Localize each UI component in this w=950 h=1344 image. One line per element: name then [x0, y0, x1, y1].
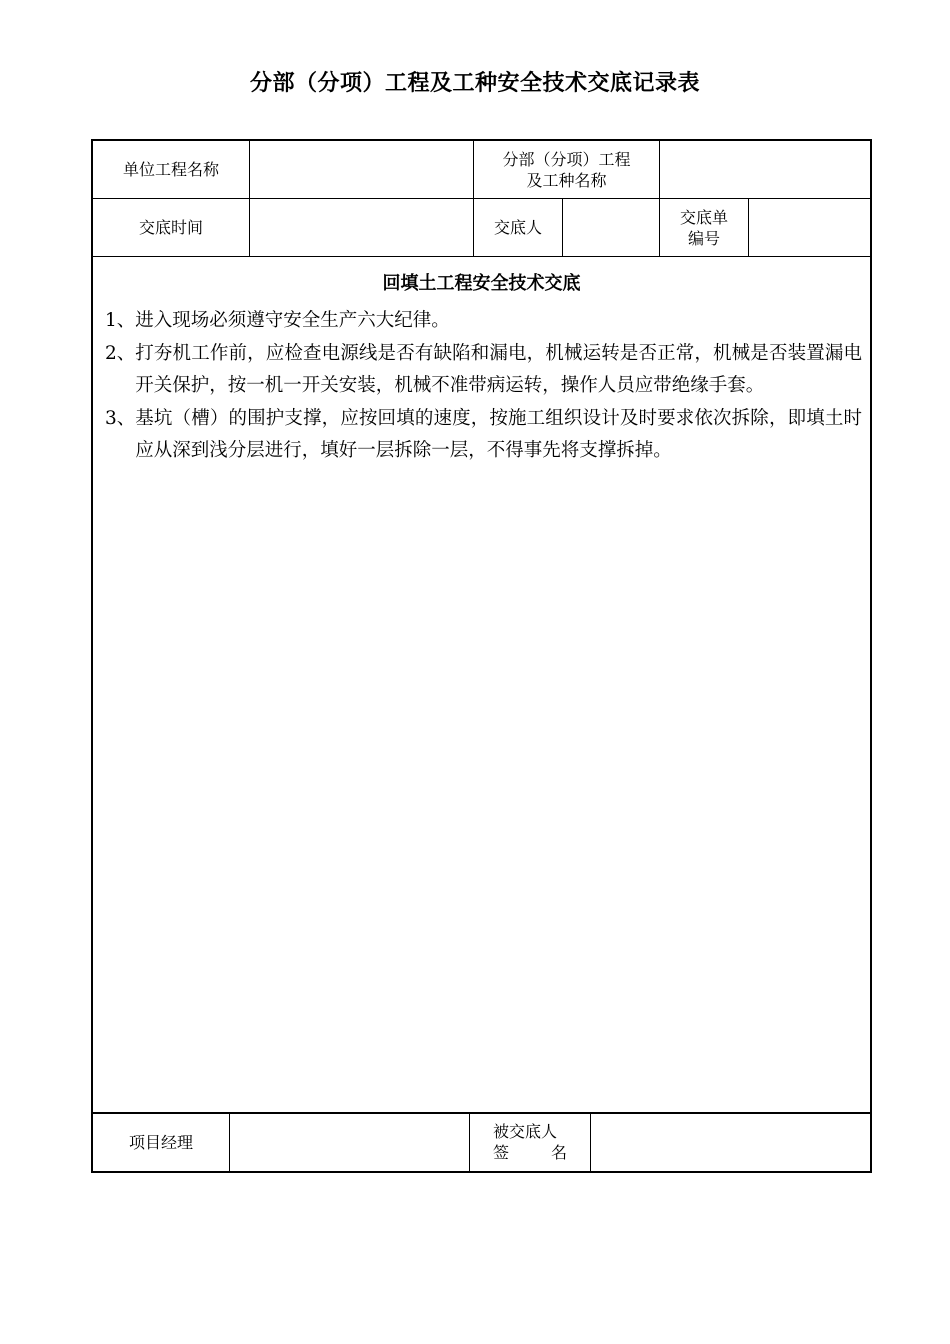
sub-project-label [474, 141, 659, 198]
record-table [91, 139, 872, 1173]
item-number: 1、 [105, 310, 136, 331]
item-number: 3、 [105, 407, 136, 429]
unit-project-field[interactable] [250, 141, 473, 198]
section-title: 回填土工程安全技术交底 [382, 273, 581, 294]
receiver-label-line2 [493, 1142, 567, 1163]
sub-project-label-line2: 及工种名称 [526, 170, 607, 190]
manager-label: 项目经理 [128, 1132, 193, 1152]
manager-field[interactable] [230, 1113, 469, 1171]
item-text: 基坑（槽）的围护支撑，应按回填的速度，按施工组织设计及时要求依次拆除，即填土时应从深到浅分层进行，填好一层拆除一层，不得事先将支撑拆掉。 [135, 407, 862, 461]
item-number: 2、 [105, 342, 136, 364]
presenter-field[interactable] [563, 199, 659, 256]
item-text: 打夯机工作前，应检查电源线是否有缺陷和漏电，机械运转是否正常，机械是否装置漏电开关保护，按一机一开关安装，机械不准带病运转，操作人员应带绝缘手套。 [135, 342, 862, 396]
sub-project-label-line1: 分部（分项）工程 [502, 149, 631, 169]
number-label-line2: 编号 [687, 228, 720, 248]
row-divider [93, 256, 870, 257]
number-field[interactable] [749, 199, 868, 256]
receiver-signature-field[interactable] [591, 1113, 868, 1171]
item-text: 进入现场必须遵守安全生产六大纪律。 [135, 310, 450, 331]
time-label: 交底时间 [138, 218, 203, 237]
receiver-label [470, 1113, 590, 1171]
briefing-items [105, 305, 862, 468]
time-field[interactable] [250, 199, 473, 256]
receiver-label-line1: 被交底人 [493, 1122, 558, 1141]
number-label-line1: 交底单 [679, 207, 728, 227]
list-item [105, 403, 862, 468]
unit-project-label: 单位工程名称 [122, 160, 219, 179]
list-item [105, 305, 862, 338]
receiver-label-char1: 签 [493, 1143, 510, 1162]
sub-project-field[interactable] [660, 141, 868, 198]
receiver-label-char2: 名 [550, 1143, 567, 1162]
number-label [660, 199, 748, 256]
page-title: 分部（分项）工程及工种安全技术交底记录表 [249, 71, 700, 96]
list-item [105, 338, 862, 403]
presenter-label: 交底人 [493, 218, 542, 237]
